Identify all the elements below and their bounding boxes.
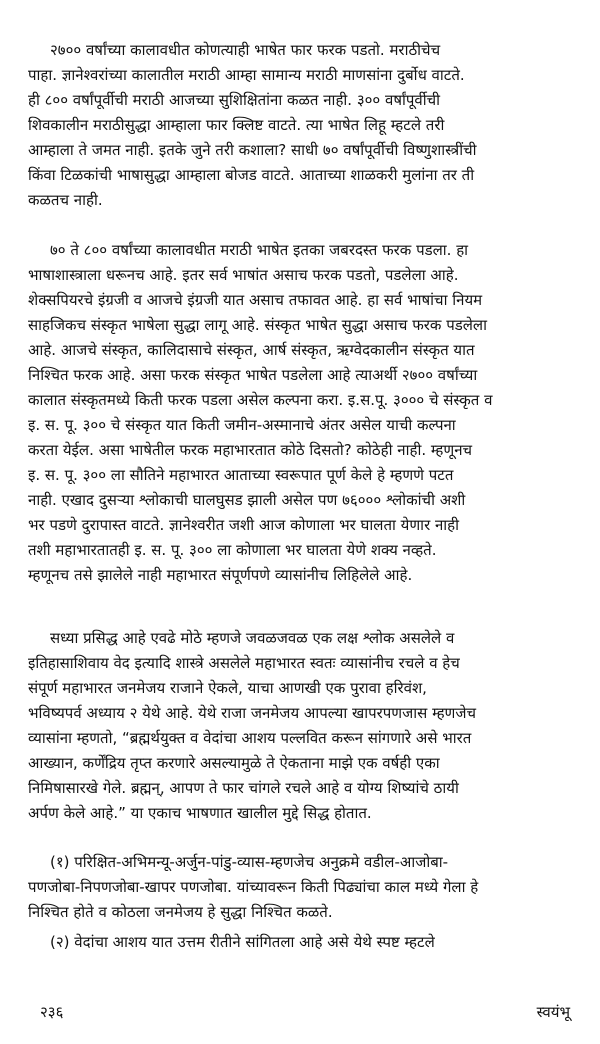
paragraph-5: [28, 930, 576, 955]
text-line: इतिहासाशिवाय वेद इत्यादि शास्त्रे असलेले महाभारत स्वतः व्यासांनीच रचले व हेच: [28, 654, 460, 672]
text-line: आहे. आजचे संस्कृत, कालिदासाचे संस्कृत, आर्ष संस्कृत, ऋग्वेदकालीन संस्कृत यात: [28, 341, 475, 359]
text-line: भाषाशास्त्राला धरूनच आहे. इतर सर्व भाषांत असाच फरक पडतो, पडलेला आहे.: [28, 266, 459, 284]
text-line: कालात संस्कृतमध्ये किती फरक पडला असेल कल्पना करा. इ.स.पू. ३००० चे संस्कृत व: [28, 391, 493, 409]
text-line: २७०० वर्षांच्या कालावधीत कोणत्याही भाषेत फार फरक पडतो. मराठीचेच: [50, 41, 441, 59]
text-line: (१) परिक्षित-अभिमन्यू-अर्जुन-पांडु-व्यास-म्हणजेच अनुक्रमे वडील-आजोबा-: [50, 853, 449, 871]
text-line: इ. स. पू. ३०० ला सौतिने महाभारत आताच्या स्वरूपात पूर्ण केले हे म्हणणे पटत: [28, 466, 454, 484]
text-line: ही ८०० वर्षांपूर्वीची मराठी आजच्या सुशिक्षितांना कळत नाही. ३०० वर्षांपूर्वीची: [28, 91, 441, 109]
text-line: शिवकालीन मराठीसुद्धा आम्हाला फार क्लिष्ट वाटते. त्या भाषेत लिहू म्हटले तरी: [28, 116, 445, 134]
book-title: स्वयंभू: [536, 1003, 570, 1021]
paragraph-2: [28, 238, 576, 588]
text-line: पाहा. ज्ञानेश्वरांच्या कालातील मराठी आम्हा सामान्य मराठी माणसांना दुर्बोध वाटते.: [28, 66, 465, 84]
text-line: तशी महाभारतातही इ. स. पू. ३०० ला कोणाला भर घालता येणे शक्य नव्हते.: [28, 541, 437, 559]
paragraph-4: [28, 850, 576, 925]
text-line: निश्चित फरक आहे. असा फरक संस्कृत भाषेत पडलेला आहे त्याअर्थी २७०० वर्षांच्या: [28, 366, 478, 384]
text-line: नाही. एखाद दुसऱ्या श्लोकाची घालघुसड झाली असेल पण ७६००० श्लोकांची अशी: [28, 491, 466, 509]
text-line: पणजोबा-निपणजोबा-खापर पणजोबा. यांच्यावरून किती पिढ्यांचा काल मध्ये गेला हे: [28, 878, 479, 896]
page-footer: [40, 1000, 570, 1030]
text-line: कळतच नाही.: [28, 191, 103, 209]
text-line: भविष्यपर्व अध्याय २ येथे आहे. येथे राजा जनमेजय आपल्या खापरपणजास म्हणजेच: [28, 704, 477, 722]
text-line: किंवा टिळकांची भाषासुद्धा आम्हाला बोजड वाटते. आताच्या शाळकरी मुलांना तर ती: [28, 166, 475, 184]
text-line: ७० ते ८०० वर्षांच्या कालावधीत मराठी भाषेत इतका जबरदस्त फरक पडला. हा: [50, 241, 469, 259]
text-line: व्यासांना म्हणतो, “ब्रह्मर्थयुक्त व वेदांचा आशय पल्लवित करून सांगणारे असे भारत: [28, 729, 472, 747]
text-line: शेक्सपियरचे इंग्रजी व आजचे इंग्रजी यात असाच तफावत आहे. हा सर्व भाषांचा नियम: [28, 291, 483, 309]
paragraph-1: [28, 38, 576, 213]
text-line: आम्हाला ते जमत नाही. इतके जुने तरी कशाला? साधी ७० वर्षांपूर्वीची विष्णुशास्त्रींची: [28, 141, 477, 159]
text-line: अर्पण केले आहे.” या एकाच भाषणात खालील मुद्दे सिद्ध होतात.: [28, 804, 372, 822]
text-line: संपूर्ण महाभारत जनमेजय राजाने ऐकले, याचा आणखी एक पुरावा हरिवंश,: [28, 679, 427, 697]
text-line: इ. स. पू. ३०० चे संस्कृत यात किती जमीन-अस्मानाचे अंतर असेल याची कल्पना: [28, 416, 456, 434]
text-line: निश्चित होते व कोठला जनमेजय हे सुद्धा निश्चित कळते.: [28, 903, 333, 921]
text-line: साहजिकच संस्कृत भाषेला सुद्धा लागू आहे. संस्कृत भाषेत सुद्धा असाच फरक पडलेला: [28, 316, 487, 334]
paragraph-3: [28, 626, 576, 826]
page-number: २३६: [40, 1003, 64, 1021]
text-line: निमिषासारखे गेले. ब्रह्मन्, आपण ते फार चांगले रचले आहे व योग्य शिष्यांचे ठायी: [28, 779, 459, 797]
text-line: करता येईल. असा भाषेतील फरक महाभारतात कोठे दिसतो? कोठेही नाही. म्हणूनच: [28, 441, 473, 459]
text-line: भर पडणे दुरापास्त वाटते. ज्ञानेश्वरीत जशी आज कोणाला भर घालता येणार नाही: [28, 516, 460, 534]
text-line: म्हणूनच तसे झालेले नाही महाभारत संपूर्णपणे व्यासांनीच लिहिलेले आहे.: [28, 566, 413, 584]
text-line: सध्या प्रसिद्ध आहे एवढे मोठे म्हणजे जवळजवळ एक लक्ष श्लोक असलेले व: [50, 629, 455, 647]
text-line: (२) वेदांचा आशय यात उत्तम रीतीने सांगितला आहे असे येथे स्पष्ट म्हटले: [50, 933, 435, 951]
text-line: आख्यान, कर्णेंद्रिय तृप्त करणारे असल्यामुळे ते ऐकताना माझे एक वर्षही एका: [28, 754, 440, 772]
